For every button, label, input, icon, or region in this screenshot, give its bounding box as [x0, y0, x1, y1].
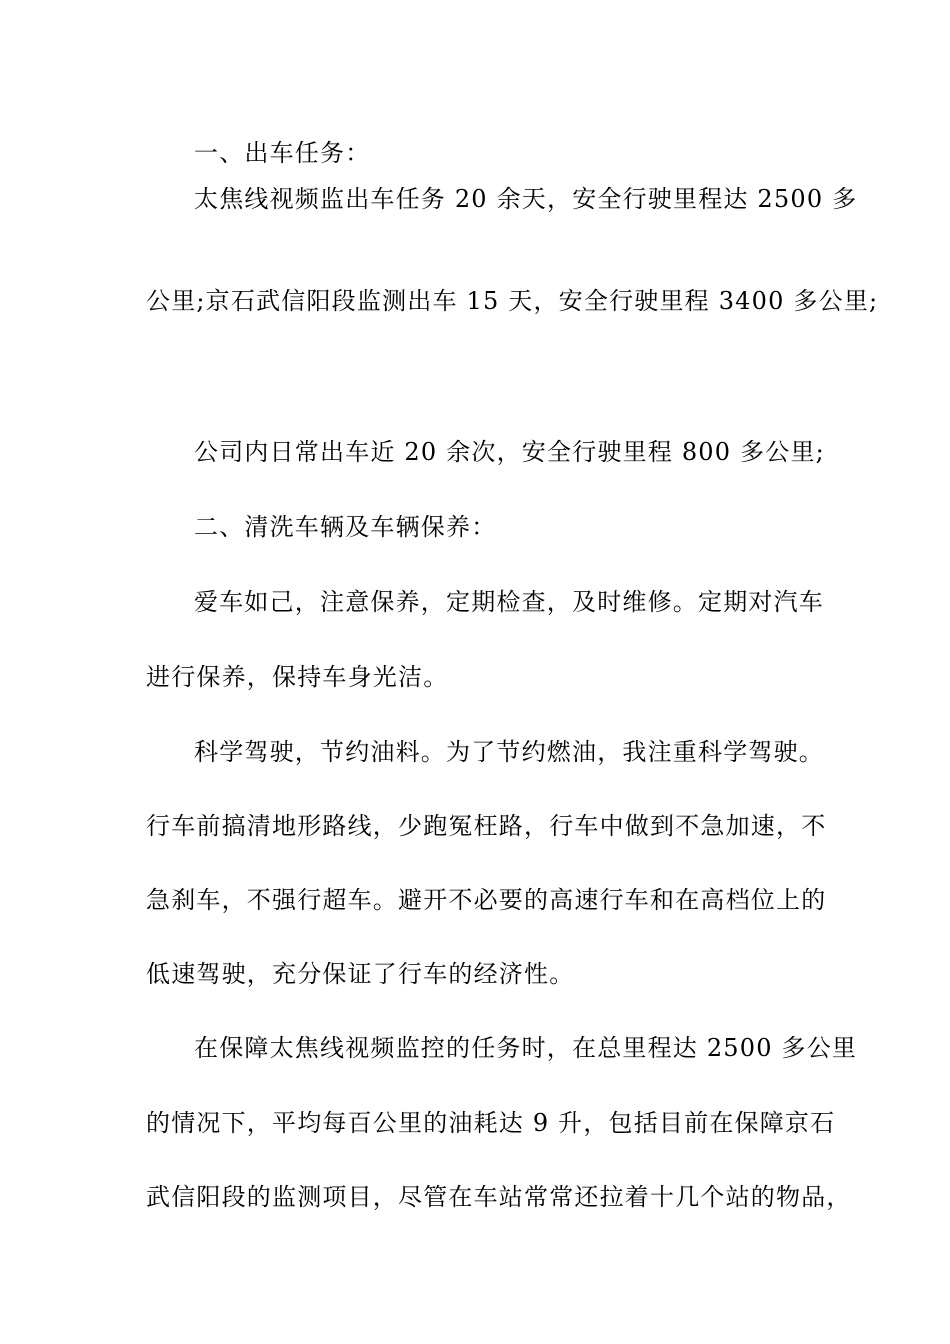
paragraph-line: 爱车如己，注意保养，定期检查，及时维修。定期对汽车 [194, 588, 824, 616]
section-heading-dispatch: 一、出车任务： [194, 139, 371, 167]
paragraph-line: 公司内日常出车近 20 余次，安全行驶里程 800 多公里; [194, 438, 825, 466]
paragraph-line: 在保障太焦线视频监控的任务时，在总里程达 2500 多公里 [194, 1034, 858, 1062]
paragraph-line: 急刹车，不强行超车。避开不必要的高速行车和在高档位上的 [146, 886, 827, 914]
paragraph-line: 武信阳段的监测项目，尽管在车站常常还拉着十几个站的物品， [146, 1183, 852, 1211]
paragraph-line: 科学驾驶，节约油料。为了节约燃油，我注重科学驾驶。 [194, 738, 824, 766]
paragraph-line: 低速驾驶，充分保证了行车的经济性。 [146, 960, 575, 988]
paragraph-line: 进行保养，保持车身光洁。 [146, 663, 449, 691]
paragraph-line: 公里;京石武信阳段监测出车 15 天，安全行驶里程 3400 多公里; [146, 287, 879, 315]
section-heading-maintenance: 二、清洗车辆及车辆保养： [194, 513, 497, 541]
paragraph-line: 的情况下，平均每百公里的油耗达 9 升，包括目前在保障京石 [146, 1109, 836, 1137]
paragraph-line: 太焦线视频监出车任务 20 余天，安全行驶里程达 2500 多 [194, 185, 858, 213]
paragraph-line: 行车前搞清地形路线，少跑冤枉路，行车中做到不急加速，不 [146, 812, 827, 840]
